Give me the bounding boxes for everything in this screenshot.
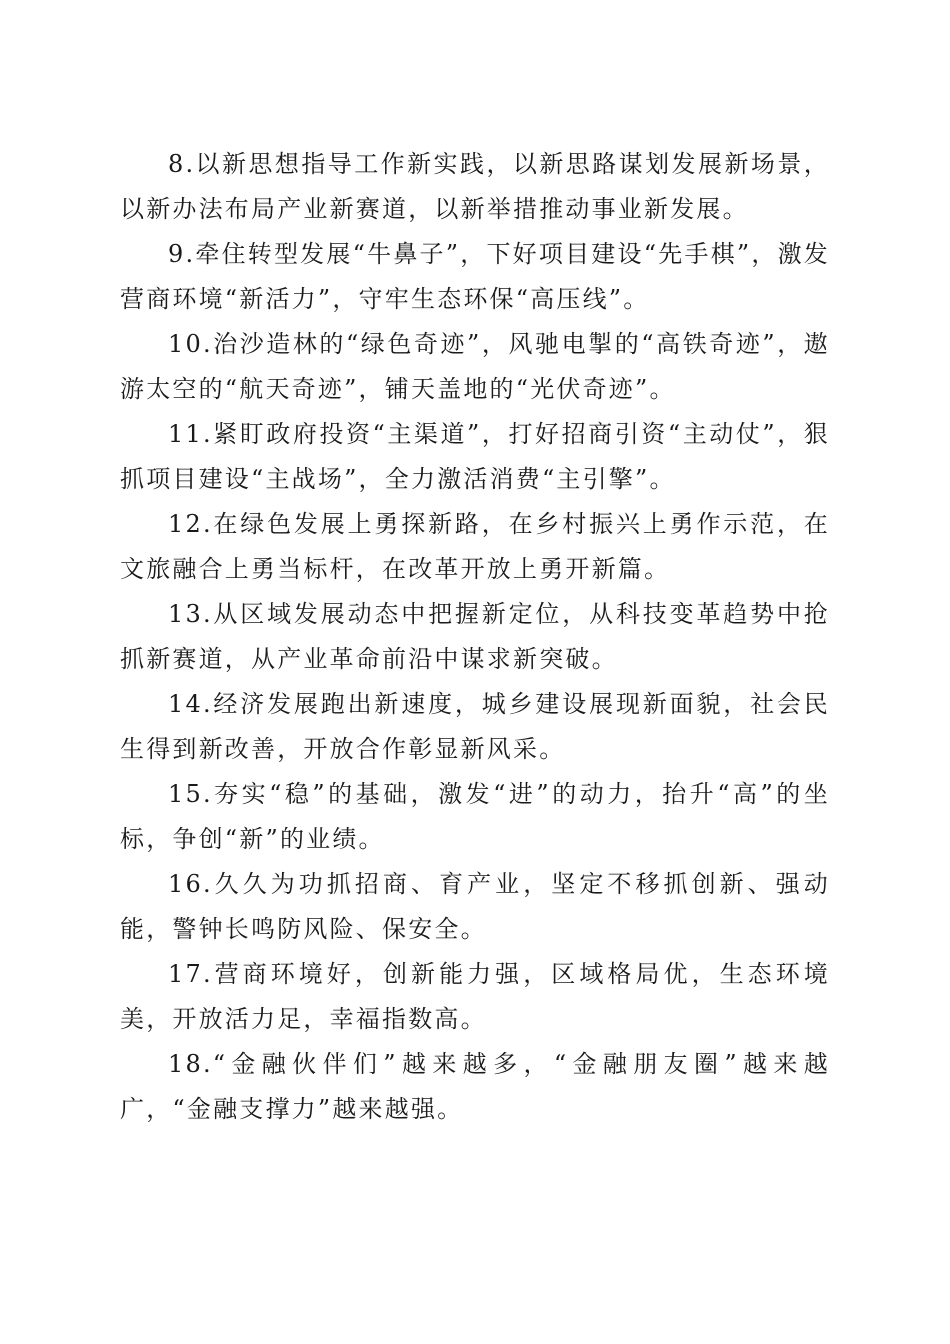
paragraph-10: 10.治沙造林的“绿色奇迹”，风驰电掣的“高铁奇迹”，遨游太空的“航天奇迹”，铺天盖地的“光伏奇迹”。: [120, 330, 830, 403]
paragraph-18: 18.“金融伙伴们”越来越多，“金融朋友圈”越来越广，“金融支撑力”越来越强。: [120, 1050, 830, 1123]
paragraph-14: 14.经济发展跑出新速度，城乡建设展现新面貌，社会民生得到新改善，开放合作彰显新风采。: [120, 690, 830, 763]
paragraph-12: 12.在绿色发展上勇探新路，在乡村振兴上勇作示范，在文旅融合上勇当标杆，在改革开放上勇开新篇。: [120, 510, 830, 583]
paragraph-17: 17.营商环境好，创新能力强，区域格局优，生态环境美，开放活力足，幸福指数高。: [120, 960, 830, 1033]
paragraph-8: 8.以新思想指导工作新实践，以新思路谋划发展新场景，以新办法布局产业新赛道，以新举措推动事业新发展。: [120, 150, 830, 223]
paragraph-11: 11.紧盯政府投资“主渠道”，打好招商引资“主动仗”，狠抓项目建设“主战场”，全力激活消费“主引擎”。: [120, 420, 830, 493]
paragraph-9: 9.牵住转型发展“牛鼻子”，下好项目建设“先手棋”，激发营商环境“新活力”，守牢生态环保“高压线”。: [120, 240, 830, 313]
paragraph-13: 13.从区域发展动态中把握新定位，从科技变革趋势中抢抓新赛道，从产业革命前沿中谋求新突破。: [120, 600, 830, 673]
paragraph-16: 16.久久为功抓招商、育产业，坚定不移抓创新、强动能，警钟长鸣防风险、保安全。: [120, 870, 830, 943]
paragraph-15: 15.夯实“稳”的基础，激发“进”的动力，抬升“高”的坐标，争创“新”的业绩。: [120, 780, 830, 853]
document-body: [120, 142, 830, 1132]
